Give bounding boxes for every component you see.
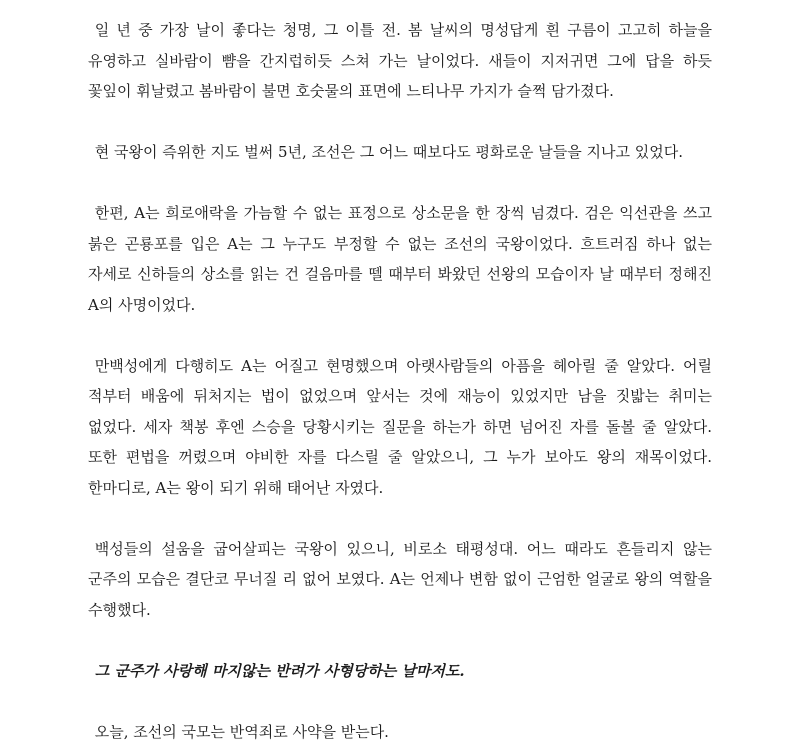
paragraph-reign: 현 국왕이 즉위한 지도 벌써 5년, 조선은 그 어느 때보다도 평화로운 날들을 지나고 있었다. xyxy=(88,137,712,168)
paragraph-emphasis: 그 군주가 사랑해 마지않는 반려가 사형당하는 날마저도. xyxy=(88,656,712,687)
paragraph-virtues: 만백성에게 다행히도 A는 어질고 현명했으며 아랫사람들의 아픔을 헤아릴 줄 알았다. 어릴 적부터 배움에 뒤처지는 법이 없었으며 앞서는 것에 재능이 있었지만 남을 짓밟는 취미는 없었다. 세자 책봉 후엔 스승을 당황시키는 질문을 하는가 하면 넘어진 자를 돌볼 줄 알았다. 또한 편법을 꺼렸으며 야비한 자를 다스릴 줄 알았으니, 그 누가 보아도 왕의 재목이었다. 한마디로, A는 왕이 되기 위해 태어난 자였다. xyxy=(88,351,712,504)
paragraph-king-reading: 한편, A는 희로애락을 가늠할 수 없는 표정으로 상소문을 한 장씩 넘겼다. 검은 익선관을 쓰고 붉은 곤룡포를 입은 A는 그 누구도 부정할 수 없는 조선의 국왕이었다. 흐트러짐 하나 없는 자세로 신하들의 상소를 읽는 건 걸음마를 뗄 때부터 봐왔던 선왕의 모습이자 날 때부터 정해진 A의 사명이었다. xyxy=(88,198,712,320)
document-body xyxy=(88,0,712,747)
paragraph-closing: 오늘, 조선의 국모는 반역죄로 사약을 받는다. xyxy=(88,717,712,747)
paragraph-qingming: 일 년 중 가장 날이 좋다는 청명, 그 이틀 전. 봄 날씨의 명성답게 흰 구름이 고고히 하늘을 유영하고 실바람이 뺨을 간지럽히듯 스쳐 가는 날이었다. 새들이 지저귀면 그에 답을 하듯 꽃잎이 휘날렸고 봄바람이 불면 호숫물의 표면에 느티나무 가지가 슬쩍 담가졌다. xyxy=(88,0,712,107)
paragraph-peace: 백성들의 설움을 굽어살피는 국왕이 있으니, 비로소 태평성대. 어느 때라도 흔들리지 않는 군주의 모습은 결단코 무너질 리 없어 보였다. A는 언제나 변함 없이 근엄한 얼굴로 왕의 역할을 수행했다. xyxy=(88,534,712,626)
